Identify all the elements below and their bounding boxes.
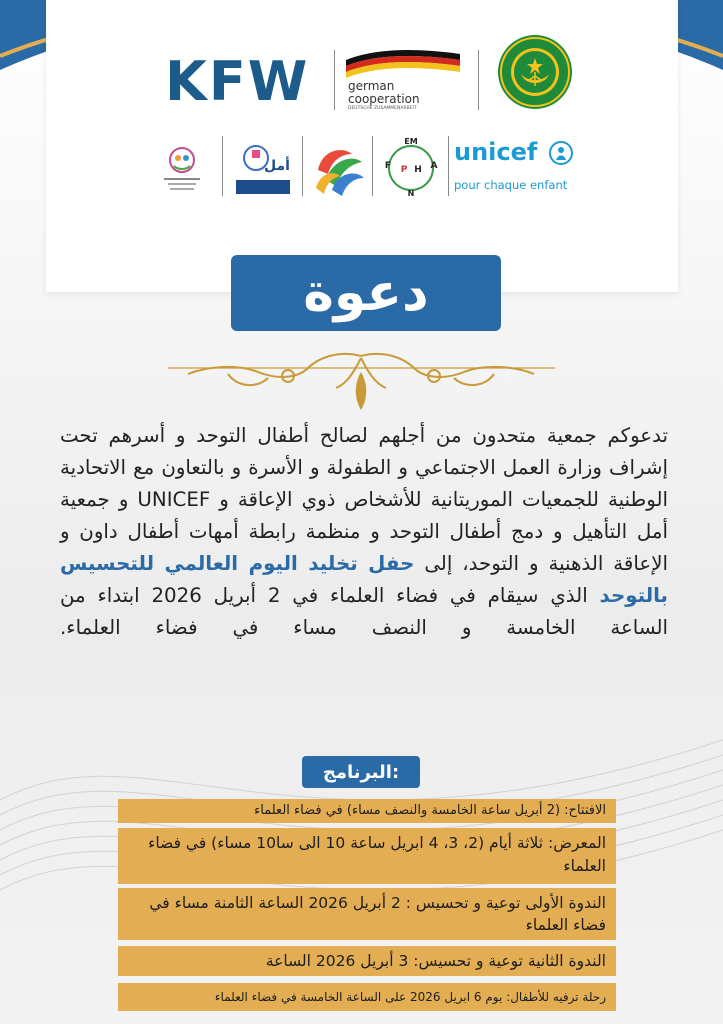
body-text-part1: تدعوكم جمعية متحدون من أجلهم لصالح أطفال التوحد و أسرهم تحت إشراف وزارة العمل الاجتماعي و الطفولة و الأسرة و بالتعاون مع الاتحادية الوطنية للجمعيات الموريتانية للأشخاص ذوي الإعاقة و UNICEF و جمعية أمل التأهيل و دمج أطفال التوحد و منظمة رابطة أمهات أطفال داون و الإعاقة الذهنية و التوحد، إلى [60,424,668,575]
program-item-text: رحلة ترفيه للأطفال: يوم 6 ابريل 2026 على الساعة الخامسة في فضاء العلماء [214,990,606,1004]
amal-logo-text: أمل [264,158,290,174]
program-item-opening [118,799,616,823]
german-flag-icon [346,48,460,78]
logo-divider [302,136,303,196]
fpha-letter-p: P [400,165,408,175]
program-title: البرنامج: [322,761,400,783]
fpha-letter-em: EM [404,137,418,146]
unicef-logo [452,138,576,198]
logo-divider [478,50,479,110]
colorful-hands-logo [312,140,366,198]
unicef-emblem-icon [548,140,574,166]
program-item-exhibition [118,828,616,884]
mauritania-seal-logo [497,34,573,110]
fpha-letter-n: N [407,189,415,198]
page-title: دعوة [303,263,429,323]
kfw-logo [165,50,330,112]
body-text-part2: الذي سيقام في فضاء العلماء في 2 أبريل 2026 ابتداء من الساعة الخامسة و النصف مساء في فضاء العلماء. [60,584,668,639]
fpha-logo [378,134,444,198]
program-item-text: الندوة الثانية توعية و تحسيس: 3 أبريل 2026 الساعة [265,952,606,970]
program-item-text: الافتتاح: (2 أبريل ساعة الخامسة والنصف مساء) في فضاء العلماء [254,803,606,818]
german-cooperation-logo [342,46,466,112]
logo-divider [372,136,373,196]
gold-ornament-divider [168,344,555,414]
logo-divider [448,136,449,196]
unicef-tagline: pour chaque enfant [454,178,568,192]
logo-divider [334,50,335,110]
fpha-letter-h: H [414,165,422,175]
program-item-kids-trip [118,983,616,1011]
title-box [231,255,501,331]
event-name-highlight: حفل تخليد اليوم العالمي للتحسيس بالتوحد [60,552,668,607]
german-cooperation-line1: german [348,79,395,93]
german-cooperation-line2: cooperation [348,92,420,106]
fpha-letter-f: F [384,161,392,171]
logo-divider [222,136,223,196]
program-item-text: المعرض: ثلاثة أيام (2، 3، 4 ابريل ساعة 10 الى سا10 مساء) في فضاء العلماء [148,834,606,875]
program-title-box [302,756,420,788]
association-logo-1 [160,140,204,198]
german-cooperation-line3: DEUTSCHE ZUSAMMENARBEIT [348,106,417,111]
invitation-body [60,420,668,644]
program-item-seminar-1 [118,888,616,940]
program-item-text: الندوة الأولى توعية و تحسيس : 2 أبريل 2026 الساعة الثامنة مساء في فضاء العلماء [149,894,606,934]
fpha-letter-a: A [430,161,438,171]
unicef-logo-text: unicef [454,138,538,166]
program-item-seminar-2 [118,946,616,976]
kfw-logo-text: KFW [165,49,310,113]
